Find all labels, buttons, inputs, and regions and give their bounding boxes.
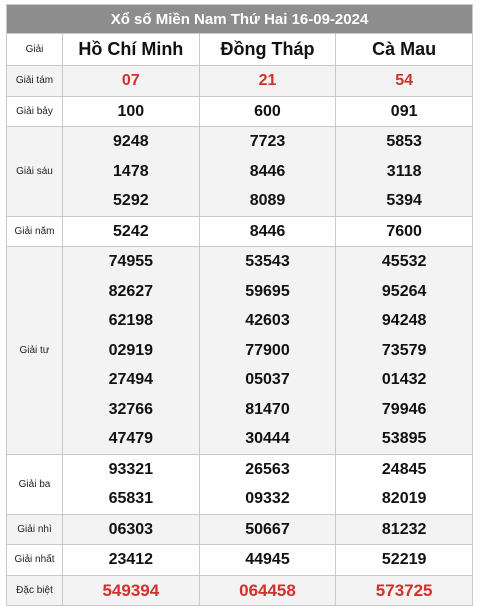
prize-number: 81232 xyxy=(381,520,427,538)
prize-cell xyxy=(336,247,473,455)
prize-number: 8446 xyxy=(249,222,286,240)
prize-cell xyxy=(63,66,200,97)
prize-cell xyxy=(199,247,336,455)
lottery-results xyxy=(6,4,473,606)
prize-cell xyxy=(63,96,200,127)
prize-number: 5394 xyxy=(386,192,422,209)
prize-number: 8089 xyxy=(249,192,286,209)
prize-cell xyxy=(336,545,473,576)
prize-cell xyxy=(199,575,336,606)
prize-number: 93321 xyxy=(108,460,154,478)
prize-number: 73579 xyxy=(381,341,427,359)
prize-label: Giải nhất xyxy=(7,545,63,576)
prize-row xyxy=(7,66,473,97)
prize-number: 50667 xyxy=(245,520,290,538)
prize-row xyxy=(7,454,473,514)
prize-number: 82019 xyxy=(381,490,427,507)
prize-cell xyxy=(199,96,336,127)
prize-cell xyxy=(336,96,473,127)
prize-number: 06303 xyxy=(108,520,154,538)
prize-number: 573725 xyxy=(375,580,433,600)
prize-number: 064458 xyxy=(239,580,296,600)
prize-number: 100 xyxy=(117,102,145,120)
prize-number: 59695 xyxy=(245,282,290,300)
prize-number: 74955 xyxy=(108,253,154,270)
prize-cell xyxy=(63,247,200,455)
prize-number: 01432 xyxy=(381,371,427,388)
prize-number: 77900 xyxy=(245,341,290,359)
prize-label: Giải sáu xyxy=(7,127,63,217)
prize-number: 600 xyxy=(254,102,281,120)
prize-row xyxy=(7,216,473,247)
prize-cell xyxy=(199,514,336,545)
prize-number: 05037 xyxy=(245,371,290,388)
province-name: Hồ Chí Minh xyxy=(63,34,200,66)
prize-number: 1478 xyxy=(113,162,149,180)
prize-number: 30444 xyxy=(245,430,290,447)
prize-row xyxy=(7,127,473,217)
prize-number: 47479 xyxy=(108,430,154,447)
prize-cell xyxy=(336,514,473,545)
prize-label: Giải tư xyxy=(7,247,63,455)
prize-cell xyxy=(336,127,473,217)
prize-number: 549394 xyxy=(102,580,160,600)
prize-number: 24845 xyxy=(381,460,427,478)
prize-number: 81470 xyxy=(245,400,290,418)
prize-number: 5292 xyxy=(113,192,149,209)
prize-number: 44945 xyxy=(245,551,290,568)
prize-cell xyxy=(199,454,336,514)
prize-cell xyxy=(199,216,336,247)
prize-cell xyxy=(199,545,336,576)
prize-number: 7600 xyxy=(386,222,422,240)
prize-cell xyxy=(336,454,473,514)
results-table xyxy=(6,4,473,606)
prize-number: 42603 xyxy=(245,312,290,329)
prize-number: 7723 xyxy=(249,133,286,150)
prize-number: 53543 xyxy=(245,253,290,270)
prize-number: 79946 xyxy=(381,400,427,418)
prize-number: 54 xyxy=(395,72,414,89)
prize-cell xyxy=(336,575,473,606)
prize-cell xyxy=(63,216,200,247)
prize-number: 09332 xyxy=(245,490,290,507)
prize-cell xyxy=(63,545,200,576)
prize-number: 95264 xyxy=(381,282,427,300)
prize-cell xyxy=(336,216,473,247)
prize-number: 32766 xyxy=(108,400,154,418)
prize-cell xyxy=(63,127,200,217)
header-row xyxy=(7,34,473,66)
prize-cell xyxy=(63,514,200,545)
results-title: Xổ số Miền Nam Thứ Hai 16-09-2024 xyxy=(7,5,473,34)
prize-label: Đặc biệt xyxy=(7,575,63,606)
prize-label: Giải bảy xyxy=(7,96,63,127)
prize-number: 8446 xyxy=(249,162,286,180)
prize-number: 02919 xyxy=(108,341,154,359)
prize-row xyxy=(7,514,473,545)
prize-cell xyxy=(199,127,336,217)
prize-label: Giải nhì xyxy=(7,514,63,545)
prize-row xyxy=(7,96,473,127)
prize-cell xyxy=(63,454,200,514)
prize-number: 26563 xyxy=(245,460,290,478)
prize-label: Giải tám xyxy=(7,66,63,97)
prize-row xyxy=(7,545,473,576)
prize-label: Giải ba xyxy=(7,454,63,514)
prize-number: 23412 xyxy=(108,551,154,568)
prize-number: 45532 xyxy=(381,253,427,270)
prize-cell xyxy=(336,66,473,97)
prize-row xyxy=(7,247,473,455)
prize-cell xyxy=(199,66,336,97)
prize-number: 94248 xyxy=(381,312,427,329)
prize-label: Giải năm xyxy=(7,216,63,247)
province-name: Đồng Tháp xyxy=(199,34,336,66)
prize-number: 5853 xyxy=(386,133,422,150)
prize-number: 27494 xyxy=(108,371,154,388)
prize-number: 9248 xyxy=(113,133,149,150)
prize-cell xyxy=(63,575,200,606)
prize-number: 82627 xyxy=(108,282,154,300)
prize-number: 52219 xyxy=(381,551,427,568)
prize-number: 53895 xyxy=(381,430,427,447)
province-name: Cà Mau xyxy=(336,34,473,66)
header-label: Giải xyxy=(7,34,63,66)
prize-row xyxy=(7,575,473,606)
prize-number: 3118 xyxy=(386,162,422,180)
prize-number: 21 xyxy=(258,72,277,89)
prize-number: 62198 xyxy=(108,312,154,329)
prize-number: 07 xyxy=(121,72,140,89)
prize-number: 65831 xyxy=(108,490,154,507)
prize-number: 5242 xyxy=(113,222,149,240)
prize-number: 091 xyxy=(390,102,418,120)
